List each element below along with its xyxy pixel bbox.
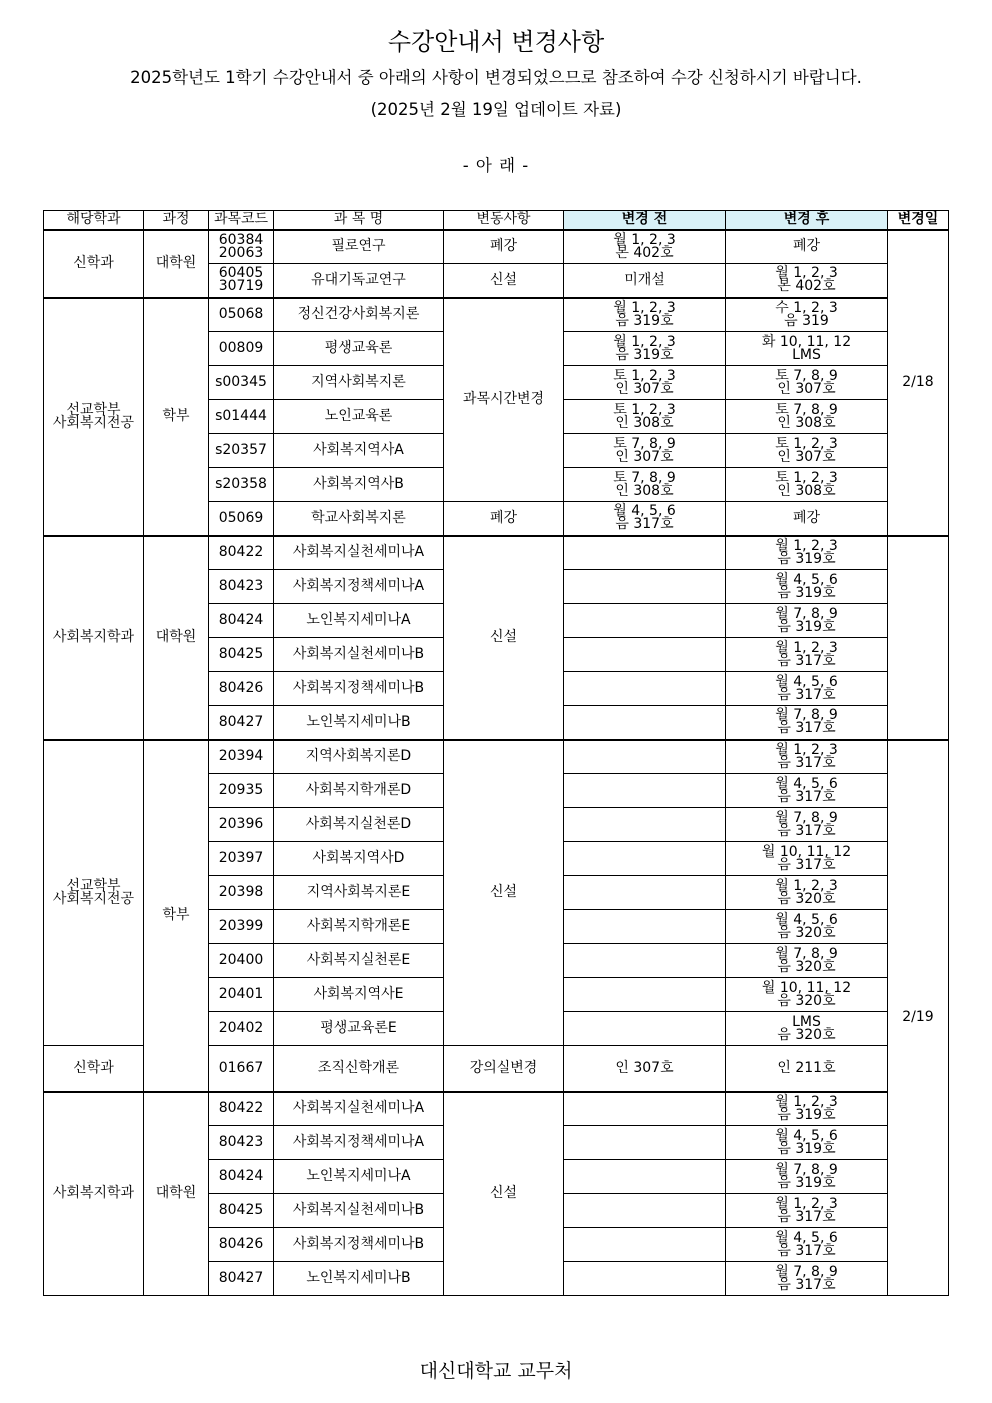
table-row xyxy=(44,740,949,774)
subject-cell: 사회복지정책세미나A xyxy=(274,570,444,604)
before-cell: 월 1, 2, 3 본 402호 xyxy=(564,230,726,264)
before-cell xyxy=(564,570,726,604)
after-cell: 월 1, 2, 3 음 320호 xyxy=(726,876,888,910)
below-heading: - 아 래 - xyxy=(462,156,530,175)
col-after: 변경 후 xyxy=(726,211,888,230)
after-cell: 월 1, 2, 3 음 319호 xyxy=(726,1092,888,1126)
table-row xyxy=(44,230,949,264)
subject-cell: 지역사회복지론E xyxy=(274,876,444,910)
after-cell: 월 4, 5, 6 음 317호 xyxy=(726,774,888,808)
subject-cell: 사회복지실천론D xyxy=(274,808,444,842)
after-cell: 월 10, 11, 12 음 320호 xyxy=(726,978,888,1012)
before-cell xyxy=(564,1228,726,1262)
subject-cell: 사회복지실천론E xyxy=(274,944,444,978)
after-cell: 인 211호 xyxy=(726,1046,888,1092)
subject-cell: 사회복지실천세미나B xyxy=(274,638,444,672)
subject-cell: 평생교육론E xyxy=(274,1012,444,1046)
before-cell xyxy=(564,1012,726,1046)
after-cell: 월 7, 8, 9 음 319호 xyxy=(726,1160,888,1194)
table-row xyxy=(44,536,949,570)
dept-cell: 선교학부 사회복지전공 xyxy=(44,298,144,536)
after-cell: 수 1, 2, 3 음 319 xyxy=(726,298,888,332)
code-cell: 80423 xyxy=(209,570,274,604)
code-cell: 20400 xyxy=(209,944,274,978)
subject-cell: 지역사회복지론D xyxy=(274,740,444,774)
before-cell xyxy=(564,1194,726,1228)
change-cell: 폐강 xyxy=(444,502,564,536)
subject-cell: 사회복지실천세미나A xyxy=(274,536,444,570)
code-cell: 80422 xyxy=(209,1092,274,1126)
after-cell: 월 7, 8, 9 음 317호 xyxy=(726,1262,888,1296)
col-code: 과목코드 xyxy=(209,211,274,230)
before-cell xyxy=(564,842,726,876)
course-cell: 학부 xyxy=(144,298,209,536)
before-cell xyxy=(564,1092,726,1126)
code-cell: 80424 xyxy=(209,604,274,638)
before-cell xyxy=(564,706,726,740)
code-cell: 80427 xyxy=(209,706,274,740)
code-cell: 80425 xyxy=(209,1194,274,1228)
after-cell: 화 10, 11, 12 LMS xyxy=(726,332,888,366)
change-cell: 신설 xyxy=(444,740,564,1046)
after-cell: 토 7, 8, 9 인 307호 xyxy=(726,366,888,400)
table-row xyxy=(44,298,949,332)
before-cell xyxy=(564,978,726,1012)
after-cell: 월 1, 2, 3 음 317호 xyxy=(726,638,888,672)
before-cell: 인 307호 xyxy=(564,1046,726,1092)
code-cell: 20394 xyxy=(209,740,274,774)
code-cell: 80425 xyxy=(209,638,274,672)
col-date: 변경일 xyxy=(888,211,949,230)
change-cell: 과목시간변경 xyxy=(444,298,564,502)
after-cell: 월 1, 2, 3 음 319호 xyxy=(726,536,888,570)
after-cell: 월 7, 8, 9 음 320호 xyxy=(726,944,888,978)
after-cell: LMS 음 320호 xyxy=(726,1012,888,1046)
after-cell: 월 1, 2, 3 음 317호 xyxy=(726,740,888,774)
subject-cell: 사회복지정책세미나B xyxy=(274,672,444,706)
date-cell: 2/18 xyxy=(888,230,949,536)
date-cell xyxy=(888,536,949,740)
footer-office: 대신대학교 교무처 xyxy=(419,1360,573,1382)
before-cell: 월 4, 5, 6 음 317호 xyxy=(564,502,726,536)
update-date-note: (2025년 2월 19일 업데이트 자료) xyxy=(370,100,622,119)
before-cell xyxy=(564,638,726,672)
after-cell: 월 10, 11, 12 음 317호 xyxy=(726,842,888,876)
subject-cell: 사회복지실천세미나A xyxy=(274,1092,444,1126)
after-cell: 월 7, 8, 9 음 317호 xyxy=(726,706,888,740)
change-cell: 신설 xyxy=(444,1092,564,1296)
subject-cell: 노인복지세미나B xyxy=(274,706,444,740)
change-cell: 폐강 xyxy=(444,230,564,264)
before-cell xyxy=(564,604,726,638)
dept-cell: 사회복지학과 xyxy=(44,536,144,740)
code-cell: 20397 xyxy=(209,842,274,876)
before-cell: 월 1, 2, 3 음 319호 xyxy=(564,332,726,366)
subject-cell: 정신건강사회복지론 xyxy=(274,298,444,332)
date-cell: 2/19 xyxy=(888,740,949,1296)
col-course: 과정 xyxy=(144,211,209,230)
dept-cell: 사회복지학과 xyxy=(44,1092,144,1296)
after-cell: 월 1, 2, 3 음 317호 xyxy=(726,1194,888,1228)
col-change: 변동사항 xyxy=(444,211,564,230)
subject-cell: 사회복지실천세미나B xyxy=(274,1194,444,1228)
dept-cell: 신학과 xyxy=(44,230,144,298)
after-cell: 월 7, 8, 9 음 317호 xyxy=(726,808,888,842)
subject-cell: 사회복지역사A xyxy=(274,434,444,468)
code-cell: 80426 xyxy=(209,1228,274,1262)
code-cell: s20357 xyxy=(209,434,274,468)
subject-cell: 노인복지세미나A xyxy=(274,604,444,638)
course-cell: 대학원 xyxy=(144,230,209,298)
subject-cell: 학교사회복지론 xyxy=(274,502,444,536)
subject-cell: 노인복지세미나A xyxy=(274,1160,444,1194)
before-cell: 미개설 xyxy=(564,264,726,298)
code-cell: 80422 xyxy=(209,536,274,570)
before-cell xyxy=(564,1262,726,1296)
code-cell: s20358 xyxy=(209,468,274,502)
after-cell: 월 7, 8, 9 음 319호 xyxy=(726,604,888,638)
course-cell: 대학원 xyxy=(144,1092,209,1296)
before-cell: 월 1, 2, 3 음 319호 xyxy=(564,298,726,332)
subject-cell: 노인교육론 xyxy=(274,400,444,434)
code-cell: 01667 xyxy=(209,1046,274,1092)
subject-cell: 노인복지세미나B xyxy=(274,1262,444,1296)
before-cell xyxy=(564,944,726,978)
change-cell: 강의실변경 xyxy=(444,1046,564,1092)
before-cell: 토 1, 2, 3 인 308호 xyxy=(564,400,726,434)
code-cell: 80427 xyxy=(209,1262,274,1296)
after-cell: 폐강 xyxy=(726,230,888,264)
code-cell: 05069 xyxy=(209,502,274,536)
subject-cell: 유대기독교연구 xyxy=(274,264,444,298)
code-cell: 80423 xyxy=(209,1126,274,1160)
col-name: 과 목 명 xyxy=(274,211,444,230)
course-cell: 학부 xyxy=(144,740,209,1092)
after-cell: 월 4, 5, 6 음 319호 xyxy=(726,570,888,604)
subject-cell: 사회복지학개론E xyxy=(274,910,444,944)
changes-table xyxy=(43,210,949,1296)
dept-cell: 신학과 xyxy=(44,1046,144,1092)
code-cell: 20396 xyxy=(209,808,274,842)
col-before: 변경 전 xyxy=(564,211,726,230)
before-cell xyxy=(564,876,726,910)
after-cell: 월 4, 5, 6 음 320호 xyxy=(726,910,888,944)
dept-cell: 선교학부 사회복지전공 xyxy=(44,740,144,1046)
after-cell: 월 4, 5, 6 음 317호 xyxy=(726,1228,888,1262)
after-cell: 월 1, 2, 3 본 402호 xyxy=(726,264,888,298)
page-title: 수강안내서 변경사항 xyxy=(387,28,605,56)
before-cell xyxy=(564,536,726,570)
subject-cell: 조직신학개론 xyxy=(274,1046,444,1092)
code-cell: 05068 xyxy=(209,298,274,332)
code-cell: 20402 xyxy=(209,1012,274,1046)
code-cell: 20401 xyxy=(209,978,274,1012)
before-cell xyxy=(564,808,726,842)
code-cell: 60384 20063 xyxy=(209,230,274,264)
subject-cell: 사회복지학개론D xyxy=(274,774,444,808)
change-cell: 신설 xyxy=(444,536,564,740)
subject-cell: 평생교육론 xyxy=(274,332,444,366)
after-cell: 월 4, 5, 6 음 319호 xyxy=(726,1126,888,1160)
before-cell xyxy=(564,910,726,944)
code-cell: 20399 xyxy=(209,910,274,944)
code-cell: 00809 xyxy=(209,332,274,366)
code-cell: 20935 xyxy=(209,774,274,808)
page-subtitle: 2025학년도 1학기 수강안내서 중 아래의 사항이 변경되었으므로 참조하여 수강 신청하시기 바랍니다. xyxy=(130,68,862,87)
before-cell xyxy=(564,1126,726,1160)
subject-cell: 지역사회복지론 xyxy=(274,366,444,400)
after-cell: 폐강 xyxy=(726,502,888,536)
code-cell: s01444 xyxy=(209,400,274,434)
table-row xyxy=(44,1092,949,1126)
before-cell xyxy=(564,774,726,808)
before-cell xyxy=(564,1160,726,1194)
subject-cell: 사회복지역사D xyxy=(274,842,444,876)
subject-cell: 사회복지정책세미나B xyxy=(274,1228,444,1262)
code-cell: 20398 xyxy=(209,876,274,910)
before-cell: 토 7, 8, 9 인 307호 xyxy=(564,434,726,468)
code-cell: 80426 xyxy=(209,672,274,706)
after-cell: 토 1, 2, 3 인 308호 xyxy=(726,468,888,502)
code-cell: 80424 xyxy=(209,1160,274,1194)
before-cell xyxy=(564,740,726,774)
header-row xyxy=(44,211,949,230)
course-cell: 대학원 xyxy=(144,536,209,740)
before-cell: 토 7, 8, 9 인 308호 xyxy=(564,468,726,502)
after-cell: 토 7, 8, 9 인 308호 xyxy=(726,400,888,434)
after-cell: 토 1, 2, 3 인 307호 xyxy=(726,434,888,468)
before-cell: 토 1, 2, 3 인 307호 xyxy=(564,366,726,400)
subject-cell: 사회복지역사E xyxy=(274,978,444,1012)
code-cell: 60405 30719 xyxy=(209,264,274,298)
subject-cell: 사회복지역사B xyxy=(274,468,444,502)
subject-cell: 필로연구 xyxy=(274,230,444,264)
col-dept: 해당학과 xyxy=(44,211,144,230)
after-cell: 월 4, 5, 6 음 317호 xyxy=(726,672,888,706)
subject-cell: 사회복지정책세미나A xyxy=(274,1126,444,1160)
change-cell: 신설 xyxy=(444,264,564,298)
code-cell: s00345 xyxy=(209,366,274,400)
before-cell xyxy=(564,672,726,706)
